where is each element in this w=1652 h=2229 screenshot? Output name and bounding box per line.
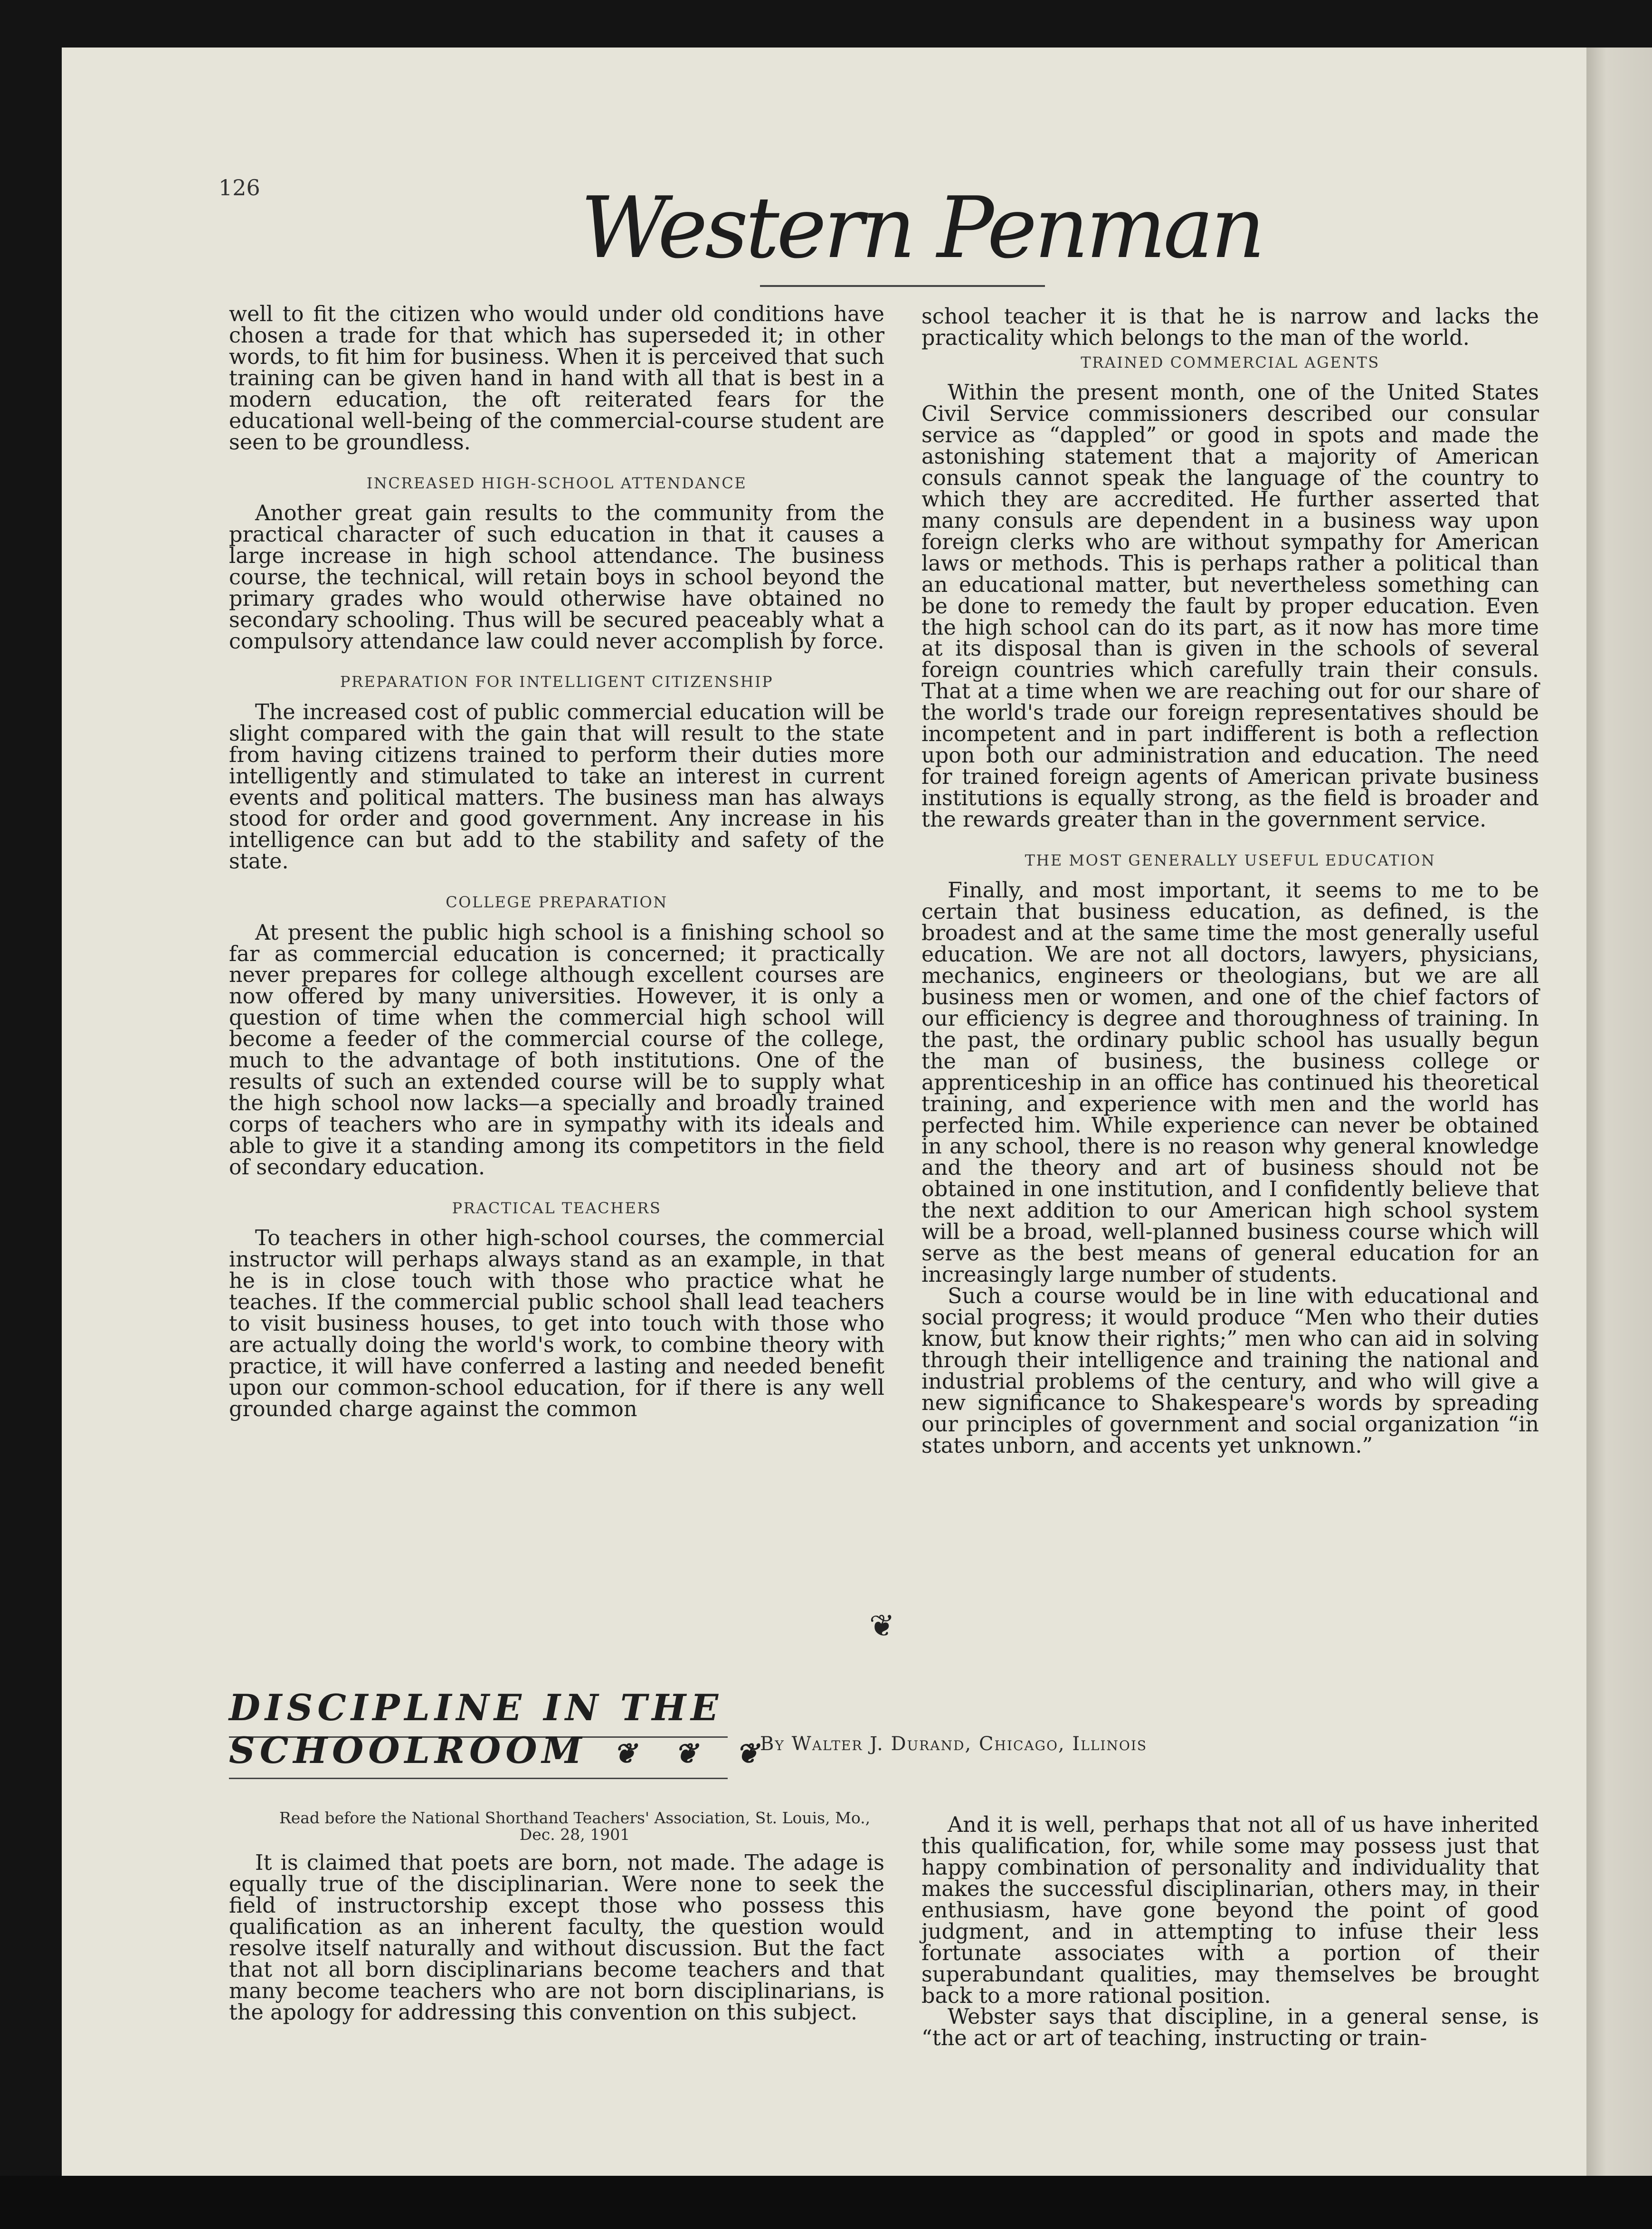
magazine-page [62,48,1586,2176]
column-right-upper [921,306,1539,1457]
article-note: Read before the National Shorthand Teachers' Association, St. Louis, Mo., Dec. 28, 1901 [279,1809,871,1844]
paragraph: Webster says that discipline, in a general sense, is “the act or art of teaching, instructing or train- [921,2005,1539,2051]
masthead-title: Western Penman [580,179,1263,277]
paragraph: school teacher it is that he is narrow and lacks the practicality which belongs to the man of the world. [921,305,1539,350]
paragraph: Within the present month, one of the United States Civil Service commissioners described our consular service as “dappled” or good in spots and made the astonishing statement that a majority of American consuls cannot speak the language of the country to which they are accredited. He further asserted that many consuls are dependent in a business way upon foreign clerks who are without sympathy for American laws or methods. This is perhaps rather a political than an educational matter, but nevertheless something can be done to remedy the fault by proper education. Even the high school can do its part, as it now has more time at its disposal than is given in the schools of several foreign countries which carefully train their consuls. That at a time when we are reaching out for our share of the world's trade our foreign representatives should be incompetent and in part indifferent is both a reflection upon both our administration and education. The need for trained foreign agents of American private business institutions is equally strong, as the field is broader and the rewards greater than in the government service. [921,381,1539,832]
article-title-word: SCHOOLROOM [229,1729,587,1772]
title-rule [229,1778,728,1779]
column-left-upper [229,304,884,1420]
paragraph: The increased cost of public commercial education will be slight compared with the gain that will result to the state from having citizens trained to perform their duties more intelligently and stimulated to take an interest in current events and political matters. The business man has always stood for order and good government. Any increase in his intelligence can but add to the stability and safety of the state. [229,700,884,874]
paragraph: It is claimed that poets are born, not made. The adage is equally true of the disciplinarian. Were none to seek the field of instructorship except those who possess this qualification as an inherent faculty, the question would resolve itself naturally and without discussion. But the fact that not all born disciplinarians become teachers and that many become teachers who are not born disciplinarians, is the apology for addressing this convention on this subject. [229,1851,884,2025]
paragraph: To teachers in other high-school courses, the commercial instructor will perhaps always stand as an example, in that he is in close touch with those who practice what he teaches. If the commercial public school shall lead teachers to visit business houses, to get into touch with those who are actually doing the world's work, to combine theory with practice, it will have conferred a lasting and needed benefit upon our common-school education, for if there is any well grounded charge against the common [229,1226,884,1421]
paragraph: Such a course would be in line with educational and social progress; it would produce “Men who their duties know, but know their rights;” men who can aid in solving through their intelligence and training the national and industrial problems of the century, and who will give a new significance to Shakespeare's words by spreading our principles of government and social organization “in states unborn, and accents yet unknown.” [921,1284,1539,1458]
section-heading: TRAINED COMMERCIAL AGENTS [1081,353,1380,372]
section-heading: INCREASED HIGH-SCHOOL ATTENDANCE [366,474,747,492]
section-heading: PRACTICAL TEACHERS [452,1199,662,1217]
column-right-lower [921,1815,1539,2049]
section-heading: COLLEGE PREPARATION [446,893,668,912]
column-left-lower [229,1853,884,2024]
byline: By Walter J. Durand, Chicago, Illinois [760,1733,1148,1755]
section-heading: THE MOST GENERALLY USEFUL EDUCATION [1025,851,1436,869]
title-ornaments: ❦ ❦ ❦ [613,1737,773,1770]
article-title-line1: DISCIPLINE IN THE [229,1686,723,1729]
section-heading: PREPARATION FOR INTELLIGENT CITIZENSHIP [340,673,774,691]
scan-background [0,2176,1652,2229]
paragraph: At present the public high school is a finishing school so far as commercial education is concerned; it practically never prepares for college although excellent courses are now offered by many universities. However, it is only a question of time when the commercial high school will become a feeder of the commercial course of the college, much to the advantage of both institutions. One of the results of such an extended course will be to supply what the high school now lacks—a specially and broadly trained corps of teachers who are in sympathy with its ideals and able to give it a standing among its competitors in the field of secondary education. [229,920,884,1180]
paragraph: Another great gain results to the community from the practical character of such education in that it causes a large increase in high school attendance. The business course, the technical, will retain boys in school beyond the primary grades who would otherwise have obtained no secondary schooling. Thus will be secured peaceably what a compulsory attendance law could never accomplish by force. [229,501,884,654]
page-number: 126 [218,175,260,200]
paragraph: And it is well, perhaps that not all of us have inherited this qualification, for, while some may possess just that happy combination of personality and individuality that makes the successful disciplinarian, others may, in their enthusiasm, have gone beyond the point of good judgment, and in attempting to infuse their less fortunate associates with a portion of their superabundant qualities, may themselves be brought back to a more rational position. [921,1813,1539,2008]
paragraph: Finally, and most important, it seems to me to be certain that business education, as defined, is the broadest and at the same time the most generally useful education. We are not all doctors, lawyers, physicians, mechanics, engineers or theologians, but we are all business men or women, and one of the chief factors of our efficiency is degree and thoroughness of training. In the past, the ordinary public school has usually begun the man of business, the business college or apprenticeship in an office has continued his theoretical training, and experience with men and the world has perfected him. While experience can never be obtained in any school, there is no reason why general knowledge and the theory and art of business should not be obtained in one institution, and I confidently believe that the next addition to our American high school system will be a broad, well-planned business course which will serve as the best means of general education for an increasingly large number of students. [921,878,1539,1287]
masthead-underline [760,285,1045,287]
paragraph: well to fit the citizen who would under old conditions have chosen a trade for that which has superseded it; in other words, to fit him for business. When it is perceived that such training can be given hand in hand with all that is best in a modern education, the oft reiterated fears for the educational well-being of the commercial-course student are seen to be groundless. [229,302,884,455]
adjacent-page-edge [1586,48,1652,2176]
fleuron-ornament: ❦ [869,1609,895,1644]
article-title-line2 [229,1729,773,1772]
